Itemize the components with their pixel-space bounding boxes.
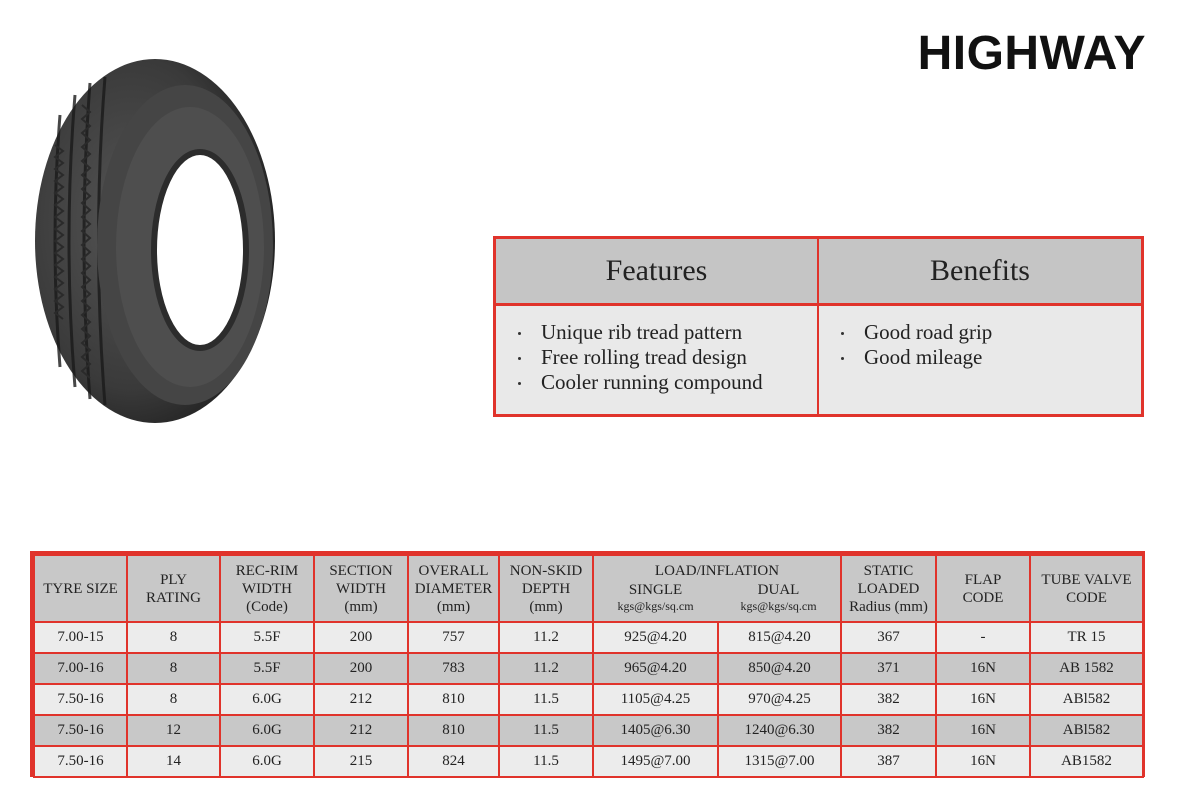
cell-tube-valve: AB 1582	[1030, 653, 1143, 684]
cell-section-width: 200	[314, 653, 408, 684]
header-non-skid-depth: NON-SKID DEPTH (mm)	[499, 555, 593, 622]
cell-non-skid: 11.5	[499, 715, 593, 746]
cell-tube-valve: AB1582	[1030, 746, 1143, 777]
table-row	[34, 715, 1143, 746]
feature-item: Cooler running compound	[516, 370, 817, 395]
benefit-item: Good road grip	[839, 320, 1141, 345]
cell-dual: 815@4.20	[718, 622, 841, 653]
benefits-heading: Benefits	[819, 239, 1141, 303]
cell-static-loaded: 387	[841, 746, 936, 777]
cell-flap-code: 16N	[936, 746, 1030, 777]
spec-table-frame	[30, 551, 1145, 777]
features-list	[496, 306, 817, 414]
feature-item: Unique rib tread pattern	[516, 320, 817, 345]
header-ply-rating: PLY RATING	[127, 555, 220, 622]
cell-flap-code: 16N	[936, 684, 1030, 715]
header-flap-code: FLAP CODE	[936, 555, 1030, 622]
features-heading: Features	[496, 239, 817, 303]
cell-single: 1495@7.00	[593, 746, 718, 777]
header-overall-diameter: OVERALL DIAMETER (mm)	[408, 555, 499, 622]
cell-ply-rating: 8	[127, 622, 220, 653]
features-benefits-box	[493, 236, 1144, 417]
cell-flap-code: -	[936, 622, 1030, 653]
cell-section-width: 212	[314, 684, 408, 715]
benefits-list	[819, 306, 1141, 414]
spec-table	[33, 554, 1144, 778]
cell-flap-code: 16N	[936, 715, 1030, 746]
cell-tyre-size: 7.50-16	[34, 746, 127, 777]
cell-section-width: 215	[314, 746, 408, 777]
benefit-item: Good mileage	[839, 345, 1141, 370]
cell-tube-valve: ABl582	[1030, 684, 1143, 715]
cell-overall-diameter: 810	[408, 715, 499, 746]
cell-overall-diameter: 824	[408, 746, 499, 777]
cell-rec-rim: 5.5F	[220, 622, 314, 653]
cell-overall-diameter: 810	[408, 684, 499, 715]
table-row	[34, 746, 1143, 777]
tyre-image	[30, 55, 280, 427]
cell-ply-rating: 8	[127, 684, 220, 715]
cell-static-loaded: 382	[841, 715, 936, 746]
cell-non-skid: 11.2	[499, 653, 593, 684]
cell-section-width: 212	[314, 715, 408, 746]
cell-ply-rating: 12	[127, 715, 220, 746]
cell-ply-rating: 14	[127, 746, 220, 777]
header-section-width: SECTION WIDTH (mm)	[314, 555, 408, 622]
header-tube-valve: TUBE VALVE CODE	[1030, 555, 1143, 622]
cell-non-skid: 11.2	[499, 622, 593, 653]
cell-single: 925@4.20	[593, 622, 718, 653]
cell-tube-valve: ABl582	[1030, 715, 1143, 746]
cell-static-loaded: 367	[841, 622, 936, 653]
cell-rec-rim: 6.0G	[220, 746, 314, 777]
cell-section-width: 200	[314, 622, 408, 653]
cell-tyre-size: 7.00-16	[34, 653, 127, 684]
cell-dual: 1240@6.30	[718, 715, 841, 746]
cell-single: 1405@6.30	[593, 715, 718, 746]
cell-single: 1105@4.25	[593, 684, 718, 715]
cell-tube-valve: TR 15	[1030, 622, 1143, 653]
feature-item: Free rolling tread design	[516, 345, 817, 370]
header-load-inflation	[593, 555, 841, 622]
table-row	[34, 622, 1143, 653]
cell-overall-diameter: 783	[408, 653, 499, 684]
cell-tyre-size: 7.50-16	[34, 715, 127, 746]
cell-rec-rim: 5.5F	[220, 653, 314, 684]
cell-non-skid: 11.5	[499, 746, 593, 777]
cell-rec-rim: 6.0G	[220, 715, 314, 746]
cell-dual: 1315@7.00	[718, 746, 841, 777]
cell-tyre-size: 7.00-15	[34, 622, 127, 653]
page-title: HIGHWAY	[917, 27, 1146, 80]
load-inflation-label: LOAD/INFLATION	[654, 563, 780, 579]
header-tyre-size: TYRE SIZE	[34, 555, 127, 622]
header-single: SINGLE kgs@kgs/sq.cm	[617, 582, 694, 613]
cell-dual: 970@4.25	[718, 684, 841, 715]
table-row	[34, 684, 1143, 715]
cell-rec-rim: 6.0G	[220, 684, 314, 715]
cell-overall-diameter: 757	[408, 622, 499, 653]
header-dual: DUAL kgs@kgs/sq.cm	[740, 582, 817, 613]
cell-non-skid: 11.5	[499, 684, 593, 715]
cell-flap-code: 16N	[936, 653, 1030, 684]
cell-dual: 850@4.20	[718, 653, 841, 684]
cell-ply-rating: 8	[127, 653, 220, 684]
header-static-loaded: STATIC LOADED Radius (mm)	[841, 555, 936, 622]
cell-tyre-size: 7.50-16	[34, 684, 127, 715]
table-row	[34, 653, 1143, 684]
cell-static-loaded: 371	[841, 653, 936, 684]
cell-static-loaded: 382	[841, 684, 936, 715]
header-rec-rim: REC-RIM WIDTH (Code)	[220, 555, 314, 622]
cell-single: 965@4.20	[593, 653, 718, 684]
